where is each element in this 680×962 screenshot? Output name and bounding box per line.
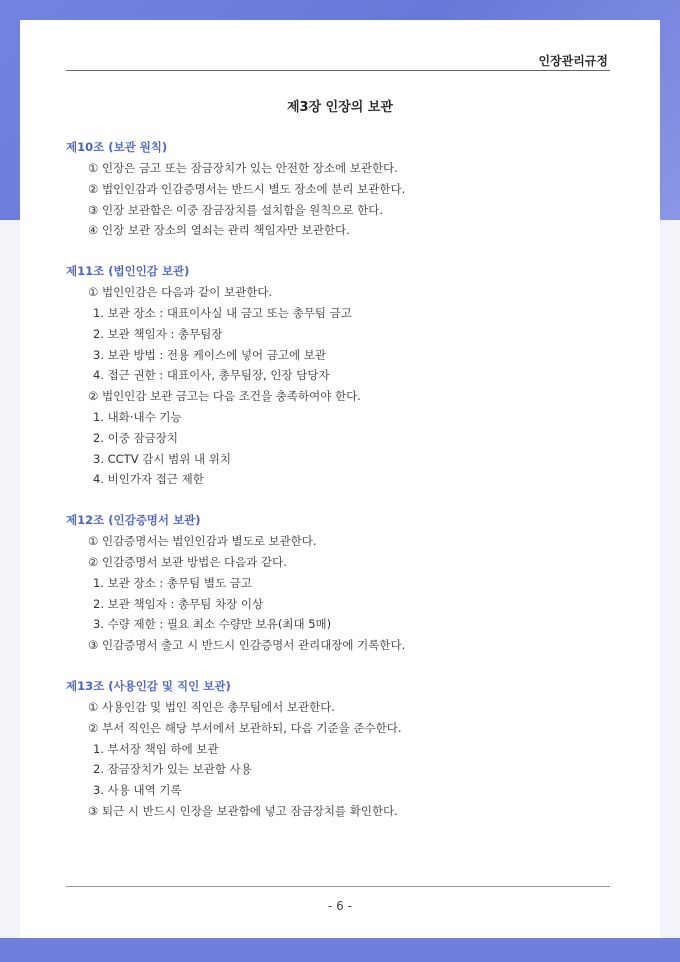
sub-item: 1. 보관 장소 : 대표이사실 내 금고 또는 총무팀 금고 <box>93 305 352 320</box>
footer-divider <box>66 886 610 887</box>
clause-item: ① 법인인감은 다음과 같이 보관한다. <box>88 285 273 300</box>
clause-item: ③ 인감증명서 출고 시 반드시 인감증명서 관리대장에 기록한다. <box>88 638 406 653</box>
clause-item: ② 법인인감과 인감증명서는 반드시 별도 장소에 분리 보관한다. <box>88 181 406 196</box>
document-page <box>20 20 660 938</box>
sub-item: 1. 보관 장소 : 총무팀 별도 금고 <box>93 575 252 590</box>
document-header-title: 인장관리규정 <box>538 54 608 68</box>
clause-item: ③ 인장 보관함은 이중 잠금장치를 설치함을 원칙으로 한다. <box>88 202 384 217</box>
sub-item: 4. 접근 권한 : 대표이사, 총무팀장, 인장 담당자 <box>93 368 330 383</box>
clause-item: ② 부서 직인은 해당 부서에서 보관하되, 다음 기준을 준수한다. <box>88 720 402 735</box>
article-title: 제11조 (법인인감 보관) <box>66 264 190 279</box>
article-section <box>66 261 616 490</box>
sub-item: 3. 사용 내역 기록 <box>93 783 182 798</box>
clause-item: ④ 인장 보관 장소의 열쇠는 관리 책임자만 보관한다. <box>88 223 350 238</box>
article-section <box>66 676 616 822</box>
clause-item: ① 인감증명서는 법인인감과 별도로 보관한다. <box>88 534 317 549</box>
sub-item: 1. 내화·내수 기능 <box>93 409 182 424</box>
article-title: 제13조 (사용인감 및 직인 보관) <box>66 678 231 693</box>
article-section <box>66 510 616 656</box>
page-number: - 6 - <box>328 899 352 913</box>
sub-item: 4. 비인가자 접근 제한 <box>93 472 204 487</box>
sub-item: 3. CCTV 감시 범위 내 위치 <box>93 451 231 466</box>
header-divider <box>66 70 610 71</box>
sub-item: 2. 보관 책임자 : 총무팀 차장 이상 <box>93 596 264 611</box>
sub-item: 1. 부서장 책임 하에 보관 <box>93 741 219 756</box>
article-title: 제10조 (보관 원칙) <box>66 140 168 154</box>
sub-item: 2. 보관 책임자 : 총무팀장 <box>93 326 223 341</box>
sub-item: 2. 이중 잠금장치 <box>93 430 178 445</box>
article-section <box>66 137 616 241</box>
sub-item: 3. 수량 제한 : 필요 최소 수량만 보유(최대 5매) <box>93 617 332 632</box>
clause-item: ① 사용인감 및 법인 직인은 총무팀에서 보관한다. <box>88 699 335 714</box>
sub-item: 3. 보관 방법 : 전용 케이스에 넣어 금고에 보관 <box>93 347 326 362</box>
clause-item: ③ 퇴근 시 반드시 인장을 보관함에 넣고 잠금장치를 확인한다. <box>88 803 398 818</box>
sub-item: 2. 잠금장치가 있는 보관함 사용 <box>93 762 252 777</box>
article-title: 제12조 (인감증명서 보관) <box>66 513 201 528</box>
document-body <box>66 137 616 842</box>
clause-item: ① 인장은 금고 또는 잠금장치가 있는 안전한 장소에 보관한다. <box>88 161 398 175</box>
background-bottom-band <box>0 938 680 962</box>
chapter-title: 제3장 인장의 보관 <box>286 100 393 115</box>
clause-item: ② 법인인감 보관 금고는 다음 조건을 충족하여야 한다. <box>88 389 361 404</box>
clause-item: ② 인감증명서 보관 방법은 다음과 같다. <box>88 554 287 569</box>
